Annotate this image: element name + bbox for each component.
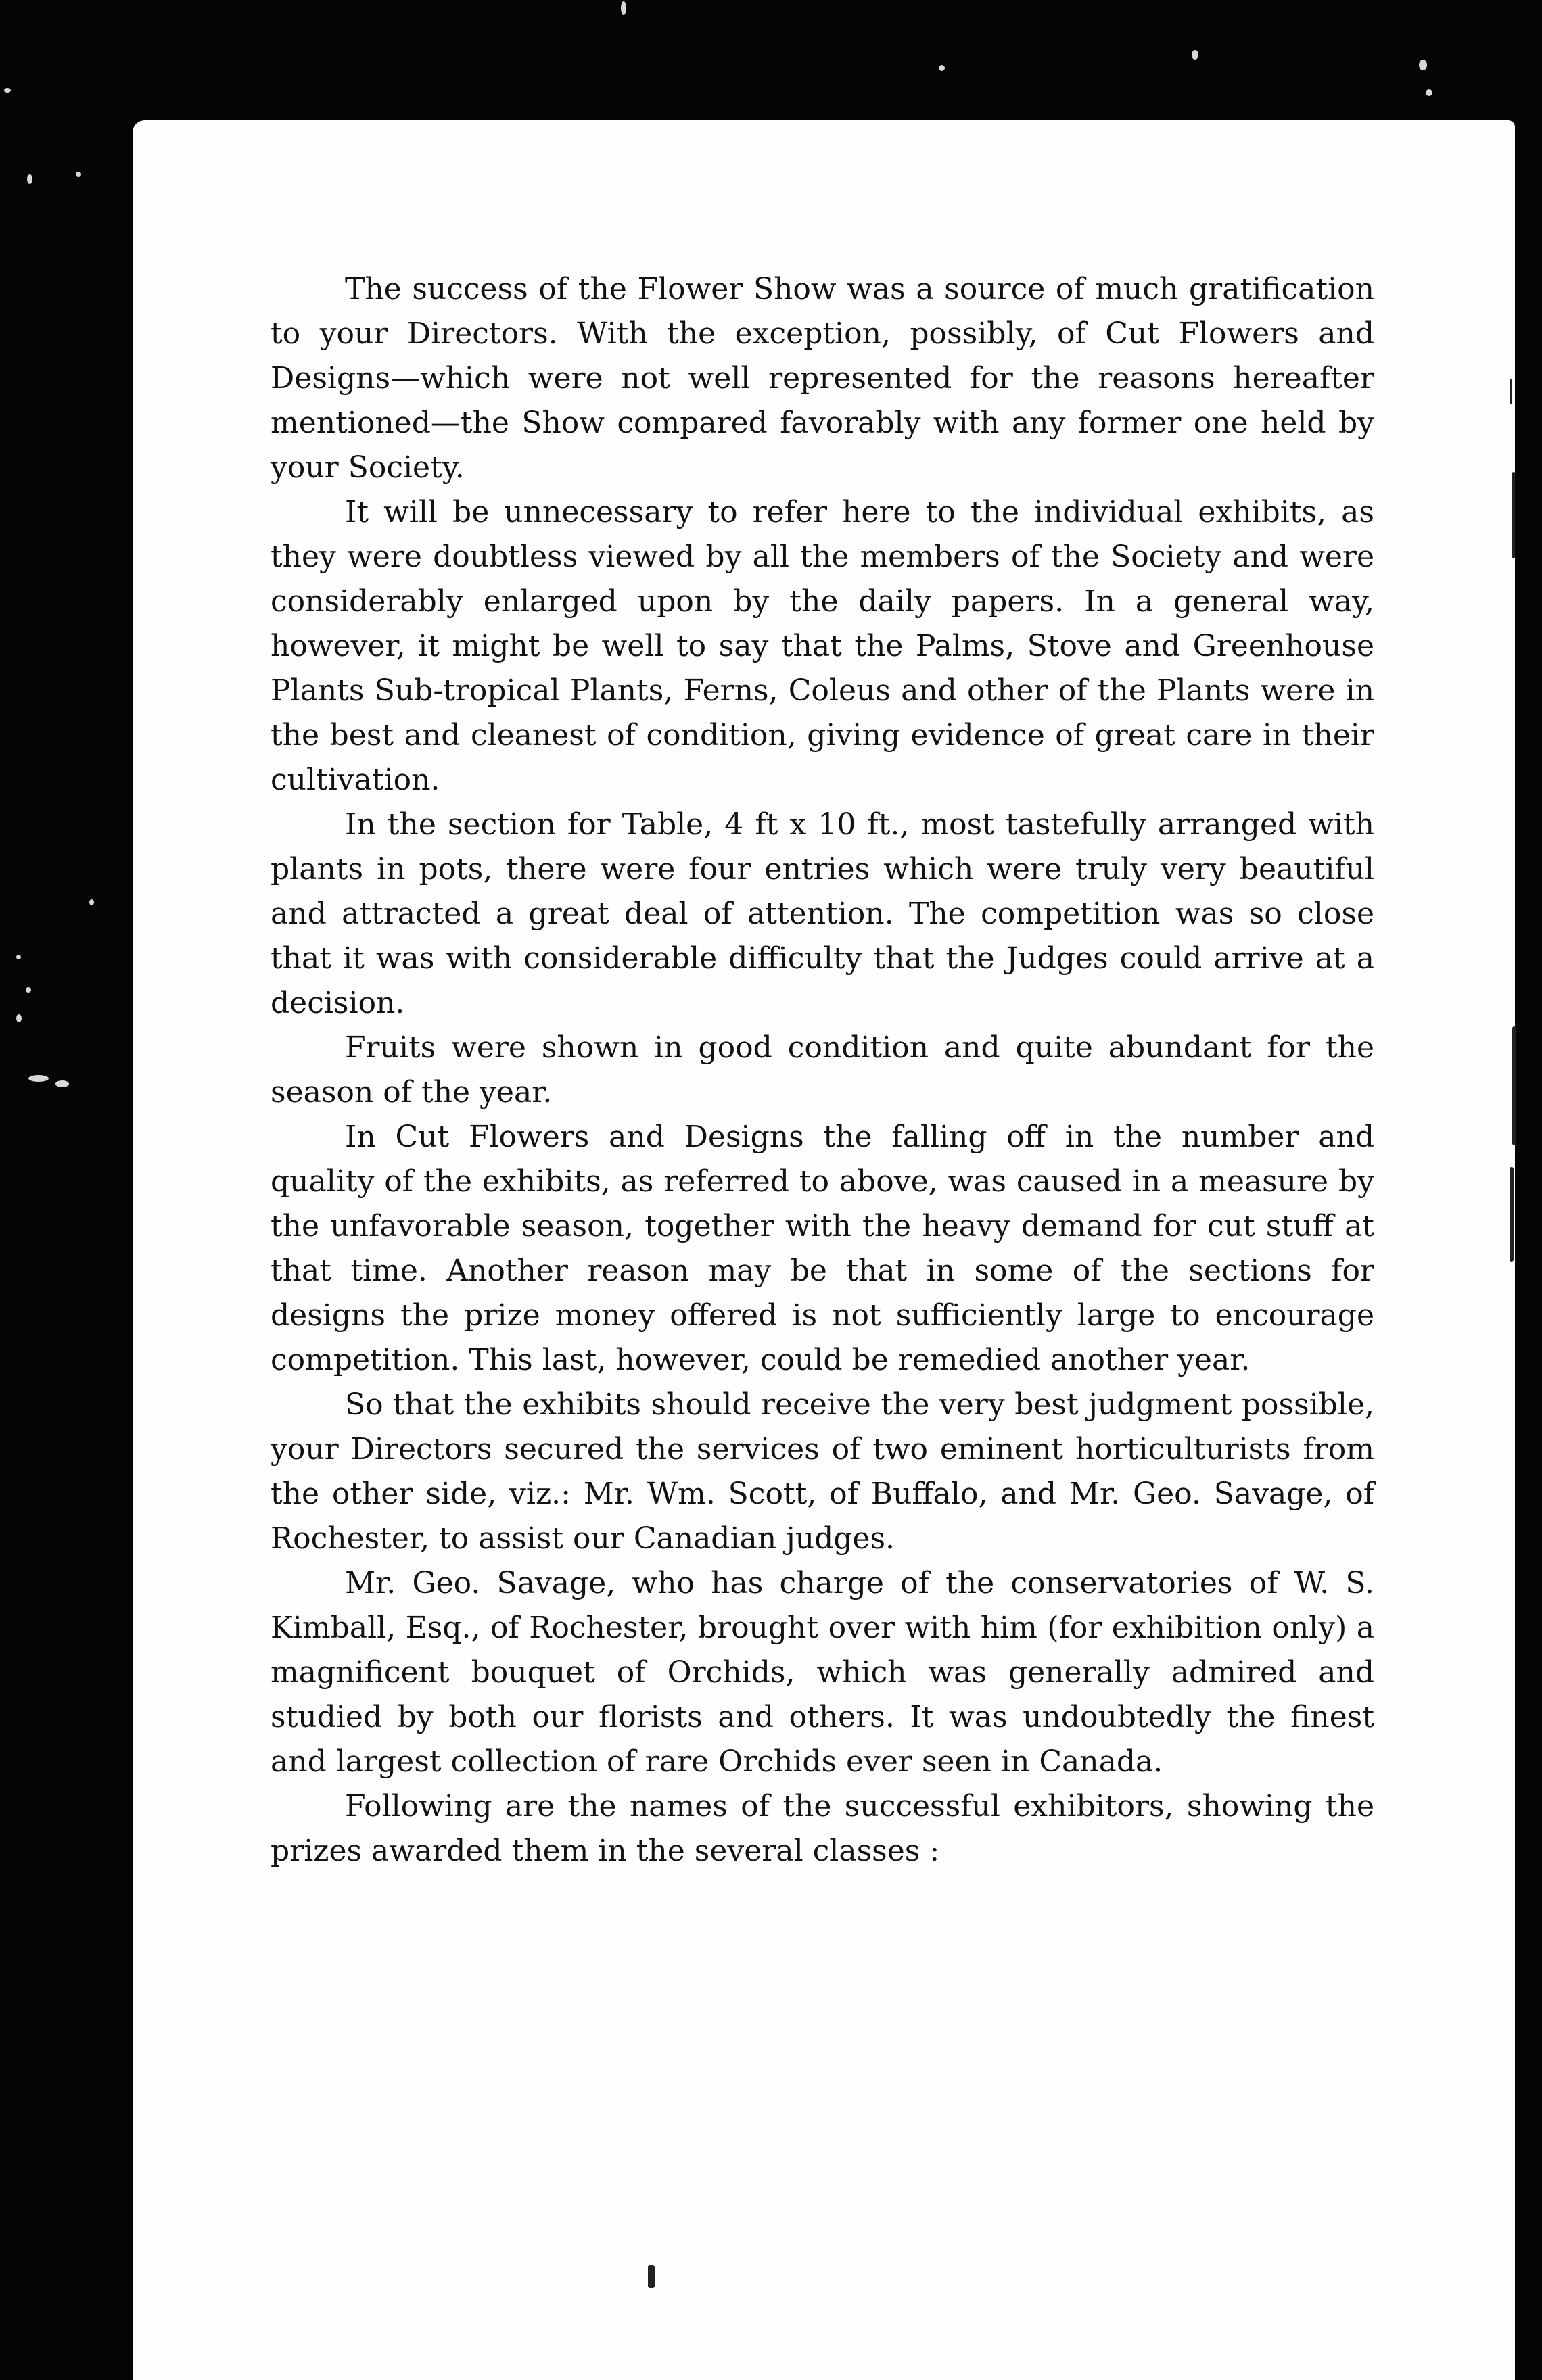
scan-speck	[4, 88, 11, 93]
paragraph-fruits: Fruits were shown in good condition and quite abundant for the season of the year.	[271, 1030, 1374, 1110]
scan-speck	[55, 1080, 69, 1087]
paragraph-orchids: Mr. Geo. Savage, who has charge of the conservatories of W. S. Kimball, Esq., of Rochester, brought over with him (for exhibition only) a magnificent bouquet of Orchids, which was generally admired and studied by both our florists and others. It was undoubtedly the finest and largest collection of rare Orchids ever seen in Canada.	[271, 1566, 1374, 1779]
scan-speck	[939, 65, 945, 71]
margin-mark	[1510, 1167, 1514, 1262]
paragraph-table-section: In the section for Table, 4 ft x 10 ft., most tastefully arranged with plants in pots, there were four entries which were truly very beautiful and attracted a great deal of attention. The competition was so close that it was with considerable difficulty that the Judges could arrive at a decision.	[271, 807, 1374, 1020]
margin-mark	[648, 2265, 655, 2288]
scan-speck	[1419, 60, 1427, 70]
body-text	[271, 267, 1374, 1874]
scan-speck	[89, 899, 94, 905]
paragraph-flower-show-success: The success of the Flower Show was a source of much gratification to your Directors. With the exception, possibly, of Cut Flowers and Designs—which were not well represented for the reasons hereafter mentioned—the Show compared favorably with any former one held by your Society.	[271, 272, 1374, 485]
scan-speck	[26, 987, 31, 993]
scan-speck	[16, 955, 21, 959]
scan-speck	[1192, 50, 1198, 60]
margin-mark	[1512, 1026, 1516, 1145]
scan-speck	[27, 174, 32, 184]
scan-speck	[621, 1, 626, 15]
scan-speck	[28, 1075, 49, 1082]
paragraph-judges: So that the exhibits should receive the very best judgment possible, your Directors secured the services of two eminent horticulturists from the other side, viz.: Mr. Wm. Scott, of Buffalo, and Mr. Geo. Savage, of Rochester, to assist our Canadian judges.	[271, 1387, 1374, 1556]
paragraph-prize-list-intro: Following are the names of the successful exhibitors, showing the prizes awarded them in the several classes :	[271, 1789, 1374, 1868]
margin-mark	[1510, 379, 1512, 404]
paragraph-cut-flowers: In Cut Flowers and Designs the falling off in the number and quality of the exhibits, as referred to above, was caused in a measure by the unfavorable season, together with the heavy demand for cut stuff at that time. Another reason may be that in some of the sections for designs the prize money offered is not sufficiently large to encourage competition. This last, however, could be remedied another year.	[271, 1120, 1374, 1377]
margin-mark	[1512, 472, 1515, 558]
scan-speck	[1426, 89, 1432, 96]
scan-speck	[76, 172, 81, 177]
scan-speck	[16, 1014, 22, 1022]
paragraph-individual-exhibits: It will be unnecessary to refer here to the individual exhibits, as they were doubtless viewed by all the members of the Society and were considerably enlarged upon by the daily papers. In a general way, however, it might be well to say that the Palms, Stove and Greenhouse Plants Sub-tropical Plants, Ferns, Coleus and other of the Plants were in the best and cleanest of condition, giving evidence of great care in their cultivation.	[271, 495, 1374, 797]
